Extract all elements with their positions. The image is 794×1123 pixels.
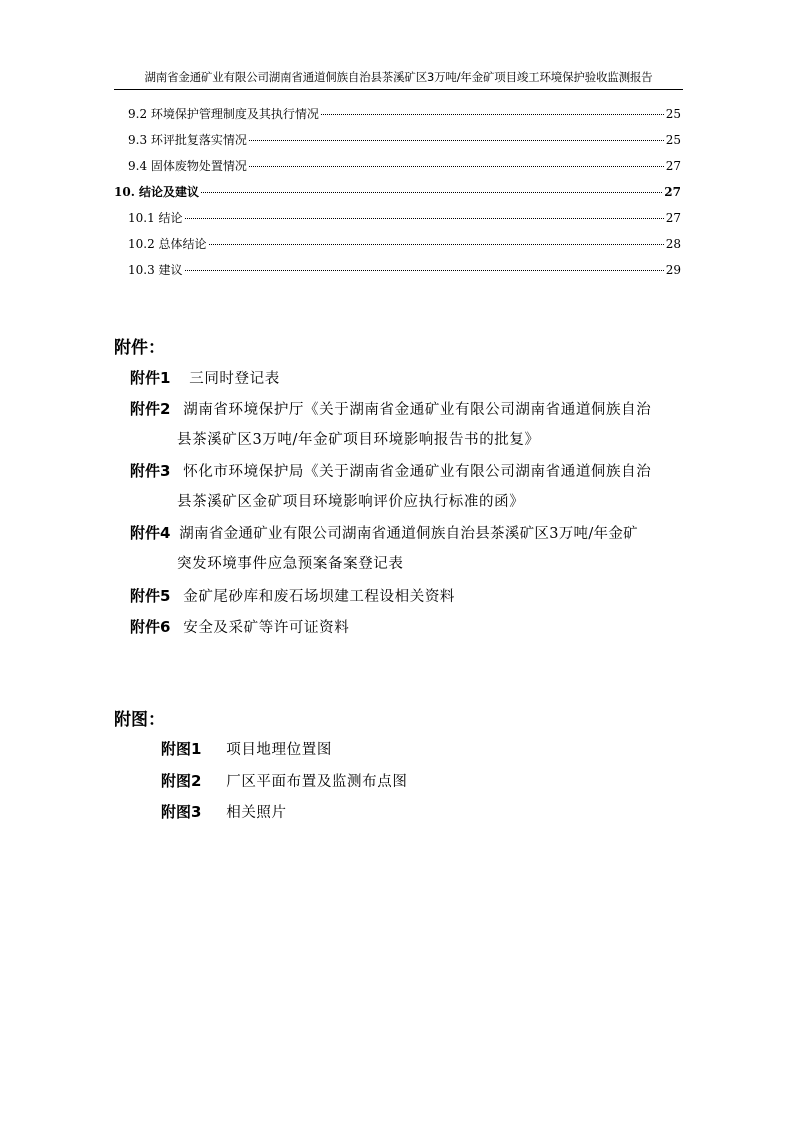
toc-entry-label: 10.2 总体结论 xyxy=(128,237,207,251)
attachment-text: 三同时登记表 xyxy=(189,371,280,387)
figure-label: 附图3 xyxy=(161,803,202,821)
toc-leader-dots xyxy=(185,218,664,219)
toc-entry-chapter[interactable] xyxy=(114,184,681,200)
header-rule xyxy=(114,89,683,90)
attachment-item xyxy=(130,369,280,388)
figure-label: 附图2 xyxy=(161,772,202,790)
toc-entry-page: 25 xyxy=(665,133,681,147)
toc-entry-label: 9.4 固体废物处置情况 xyxy=(128,159,247,173)
attachments-heading: 附件： xyxy=(114,338,165,358)
toc-leader-dots xyxy=(201,192,662,193)
running-header: 湖南省金通矿业有限公司湖南省通道侗族自治县茶溪矿区3万吨/年金矿项目竣工环境保护验收监测报告 xyxy=(144,70,653,84)
toc-entry-page: 25 xyxy=(665,107,681,121)
figure-item xyxy=(161,772,407,791)
toc-entry-page: 27 xyxy=(665,211,681,225)
attachment-item xyxy=(130,587,455,606)
attachment-label: 附件5 xyxy=(130,587,171,605)
attachment-text: 安全及采矿等许可证资料 xyxy=(183,620,350,636)
toc-entry-page: 27 xyxy=(665,159,681,173)
attachment-text-continued: 县茶溪矿区3万吨/年金矿项目环境影响报告书的批复》 xyxy=(177,432,540,448)
toc-entry-page: 29 xyxy=(665,263,681,277)
toc-entry-page: 28 xyxy=(665,237,681,251)
attachment-text-continued: 县茶溪矿区金矿项目环境影响评价应执行标准的函》 xyxy=(177,494,525,510)
figure-item xyxy=(161,740,332,759)
toc-entry-label: 9.2 环境保护管理制度及其执行情况 xyxy=(128,107,319,121)
toc-leader-dots xyxy=(185,270,664,271)
figure-text: 厂区平面布置及监测布点图 xyxy=(226,774,408,790)
toc-entry-page: 27 xyxy=(664,185,681,199)
toc-entry-label: 10.3 建议 xyxy=(128,263,183,277)
attachment-item xyxy=(130,618,349,637)
attachment-text: 湖南省金通矿业有限公司湖南省通道侗族自治县茶溪矿区3万吨/年金矿 xyxy=(179,526,638,542)
figure-item xyxy=(161,803,287,822)
figures-heading: 附图： xyxy=(114,710,165,730)
attachment-item xyxy=(130,462,651,481)
attachment-label: 附件6 xyxy=(130,618,171,636)
figure-text: 相关照片 xyxy=(226,805,287,821)
attachment-label: 附件1 xyxy=(130,369,171,387)
toc-leader-dots xyxy=(321,114,664,115)
attachment-text: 湖南省环境保护厅《关于湖南省金通矿业有限公司湖南省通道侗族自治 xyxy=(183,402,652,418)
toc-leader-dots xyxy=(249,166,664,167)
attachment-text: 怀化市环境保护局《关于湖南省金通矿业有限公司湖南省通道侗族自治 xyxy=(183,464,652,480)
toc-entry-label: 9.3 环评批复落实情况 xyxy=(128,133,247,147)
attachment-label: 附件4 xyxy=(130,524,171,542)
figure-label: 附图1 xyxy=(161,740,202,758)
toc-entry-label: 10. 结论及建议 xyxy=(114,185,200,199)
attachment-item xyxy=(130,524,638,543)
attachment-item xyxy=(130,400,651,419)
attachment-text-continued: 突发环境事件应急预案备案登记表 xyxy=(177,556,404,572)
toc-leader-dots xyxy=(249,140,664,141)
toc-leader-dots xyxy=(209,244,664,245)
attachment-label: 附件3 xyxy=(130,462,171,480)
toc-entry[interactable] xyxy=(128,262,681,278)
attachment-label: 附件2 xyxy=(130,400,171,418)
toc-entry-label: 10.1 结论 xyxy=(128,211,183,225)
toc-entry[interactable] xyxy=(128,158,681,174)
toc-entry[interactable] xyxy=(128,106,681,122)
toc-entry[interactable] xyxy=(128,132,681,148)
figure-text: 项目地理位置图 xyxy=(226,742,332,758)
toc-entry[interactable] xyxy=(128,236,681,252)
attachment-text: 金矿尾砂库和废石场坝建工程设相关资料 xyxy=(183,589,456,605)
toc-entry[interactable] xyxy=(128,210,681,226)
